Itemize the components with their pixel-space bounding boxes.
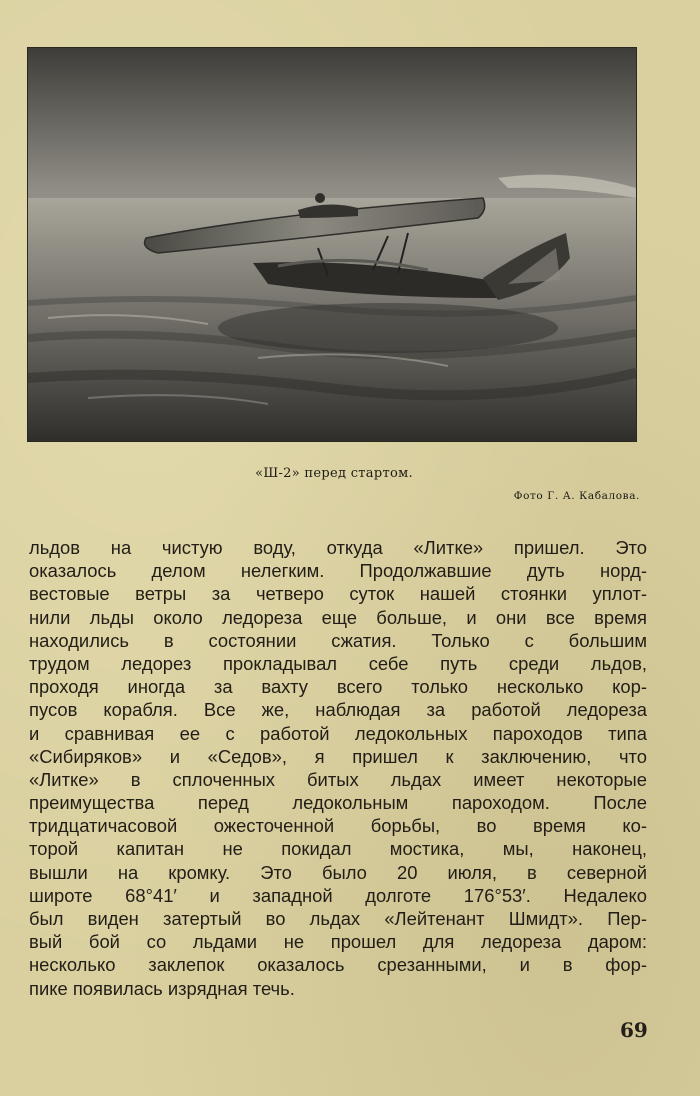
text-line: пусов корабля. Все же, наблюдая за работой ледореза (29, 699, 647, 721)
text-line: и сравнивая ее с работой ледокольных пароходов типа (29, 722, 647, 744)
text-line: находились в состоянии сжатия. Только с большим (29, 629, 647, 651)
text-line: проходя иногда за вахту всего только несколько кор- (29, 676, 647, 698)
text-line: был виден затертый во льдах «Лейтенант Шмидт». Пер- (29, 908, 647, 929)
text-line: вышли на кромку. Это было 20 июля, в северной (29, 861, 647, 883)
text-line: льдов на чистую воду, откуда «Литке» пришел. Это (29, 537, 647, 558)
text-line: «Литке» в сплоченных битых льдах имеет некоторые (29, 768, 647, 790)
text-line: «Сибиряков» и «Седов», я пришел к заключению, что (29, 745, 647, 767)
body-text (29, 536, 647, 1000)
text-line: оказалось делом нелегким. Продолжавшие дуть норд- (29, 560, 647, 582)
text-line: пике появилась изрядная течь. (29, 977, 295, 999)
seaplane-photo (27, 47, 637, 442)
text-line: вестовые ветры за четверо суток нашей стоянки уплот- (29, 583, 647, 605)
text-line: преимущества перед ледокольным пароходом. После (29, 792, 647, 814)
photo-credit: Фото Г. А. Кабалова. (513, 490, 640, 502)
text-line: вый бой со льдами не прошел для ледореза даром: (29, 931, 647, 953)
text-line: трудом ледорез прокладывал себе путь среди льдов, (29, 652, 647, 674)
text-line: тридцатичасовой ожесточенной борьбы, во время ко- (29, 815, 647, 837)
seaplane-on-water-image (28, 48, 636, 441)
photo-caption: «Ш-2» перед стартом. (255, 466, 413, 481)
page-number: 69 (620, 1018, 648, 1042)
text-line: нили льды около ледореза еще больше, и они все время (29, 606, 647, 628)
text-line: широте 68°41′ и западной долготе 176°53′. Недалеко (29, 884, 647, 906)
text-line: несколько заклепок оказалось срезанными, и в фор- (29, 954, 647, 976)
text-line: торой капитан не покидал мостика, мы, наконец, (29, 838, 647, 860)
